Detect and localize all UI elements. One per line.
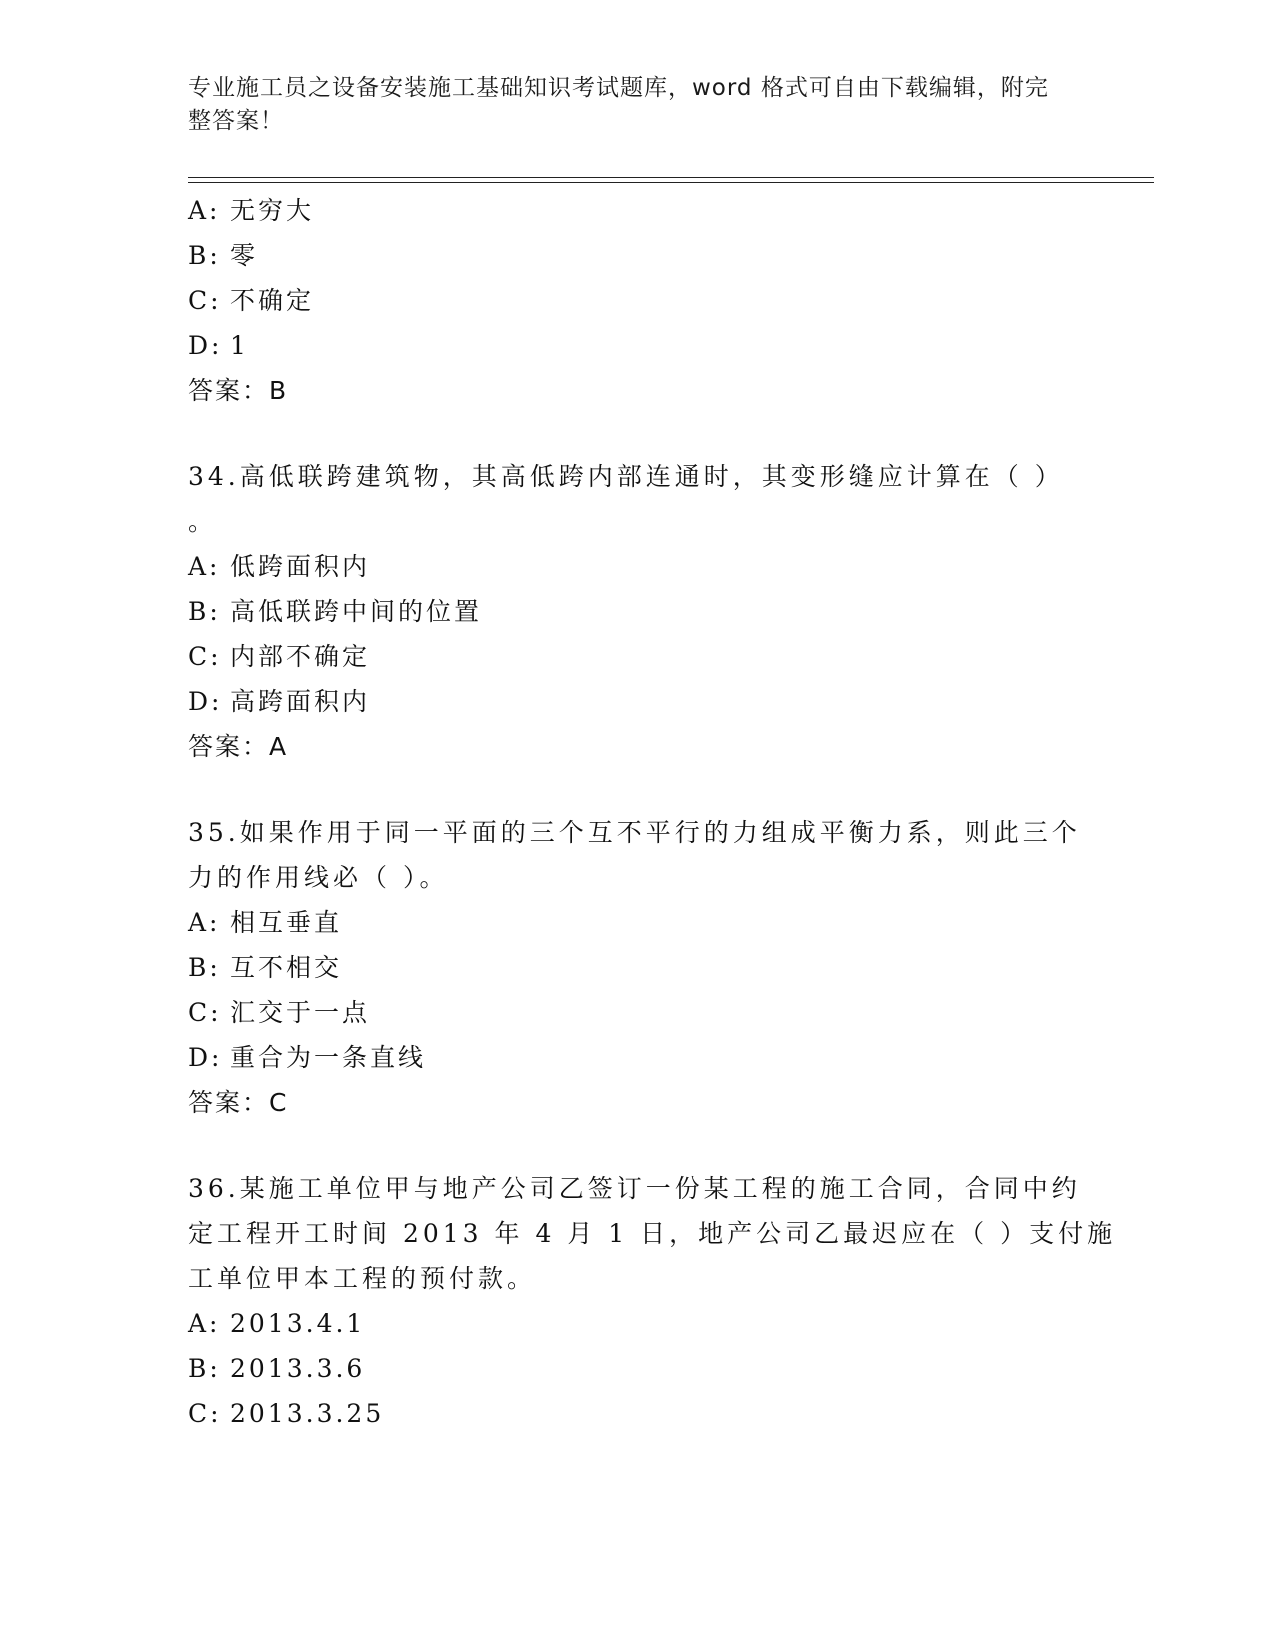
question-33 — [188, 188, 1088, 413]
option-label: D: — [188, 331, 223, 360]
question-36 — [188, 1166, 1117, 1436]
option-d — [188, 679, 1088, 724]
question-spacer — [188, 413, 1088, 454]
header-line-1: 专业施工员之设备安装施工基础知识考试题库，word 格式可自由下载编辑，附完 — [188, 75, 1049, 101]
option-text: 高跨面积内 — [230, 687, 371, 716]
question-text-line-1: 36.某施工单位甲与地产公司乙签订一份某工程的施工合同，合同中约 — [188, 1174, 1081, 1203]
option-label: C: — [188, 1399, 222, 1428]
question-text-line-2: 。 — [188, 507, 218, 536]
option-label: A: — [188, 552, 221, 581]
option-d — [188, 1035, 1088, 1080]
option-a — [188, 188, 1088, 233]
question-35 — [188, 810, 1088, 1125]
option-text: 2013.3.6 — [230, 1354, 366, 1383]
option-text: 相互垂直 — [230, 908, 343, 937]
option-b — [188, 1346, 1088, 1391]
option-label: B: — [188, 953, 221, 982]
header-rule-top — [188, 177, 1154, 178]
option-c — [188, 1391, 1088, 1436]
option-text: 内部不确定 — [230, 642, 371, 671]
question-spacer — [188, 1125, 1088, 1166]
option-label: B: — [188, 241, 221, 270]
option-b — [188, 589, 1088, 634]
option-c — [188, 278, 1088, 323]
option-label: B: — [188, 1354, 221, 1383]
option-label: C: — [188, 998, 222, 1027]
answer-line: 答案：A — [188, 732, 289, 761]
question-text-line-2: 定工程开工时间 2013 年 4 月 1 日，地产公司乙最迟应在（ ）支付施 — [188, 1219, 1117, 1248]
option-text: 2013.4.1 — [230, 1309, 366, 1338]
question-spacer — [188, 769, 1088, 810]
option-b — [188, 945, 1088, 990]
option-text: 汇交于一点 — [230, 998, 371, 1027]
option-label: A: — [188, 908, 221, 937]
option-a — [188, 544, 1088, 589]
option-label: D: — [188, 687, 223, 716]
option-text: 零 — [230, 241, 259, 270]
option-text: 2013.3.25 — [230, 1399, 385, 1428]
option-c — [188, 634, 1088, 679]
option-label: C: — [188, 286, 222, 315]
option-label: B: — [188, 597, 221, 626]
option-text: 高低联跨中间的位置 — [230, 597, 483, 626]
question-text-line-1: 34.高低联跨建筑物，其高低跨内部连通时，其变形缝应计算在（ ） — [188, 462, 1064, 491]
option-text: 不确定 — [230, 286, 315, 315]
option-d — [188, 323, 1088, 368]
question-text-line-1: 35.如果作用于同一平面的三个互不平行的力组成平衡力系，则此三个 — [188, 818, 1081, 847]
option-text: 重合为一条直线 — [230, 1043, 427, 1072]
answer-line: 答案：C — [188, 1088, 289, 1117]
question-34 — [188, 454, 1088, 769]
option-c — [188, 990, 1088, 1035]
document-header — [188, 72, 1068, 138]
option-text: 1 — [230, 331, 249, 360]
question-list — [188, 188, 1117, 1436]
header-line-2: 整答案！ — [188, 108, 284, 134]
option-text: 互不相交 — [230, 953, 343, 982]
header-rule-bottom — [188, 182, 1154, 183]
option-label: A: — [188, 1309, 221, 1338]
option-label: A: — [188, 196, 221, 225]
option-text: 低跨面积内 — [230, 552, 371, 581]
question-text-line-2: 力的作用线必（ ）。 — [188, 863, 449, 892]
question-text-line-3: 工单位甲本工程的预付款。 — [188, 1264, 537, 1293]
option-label: D: — [188, 1043, 223, 1072]
option-a — [188, 900, 1088, 945]
option-b — [188, 233, 1088, 278]
option-text: 无穷大 — [230, 196, 315, 225]
option-label: C: — [188, 642, 222, 671]
answer-line: 答案：B — [188, 376, 289, 405]
option-a — [188, 1301, 1088, 1346]
